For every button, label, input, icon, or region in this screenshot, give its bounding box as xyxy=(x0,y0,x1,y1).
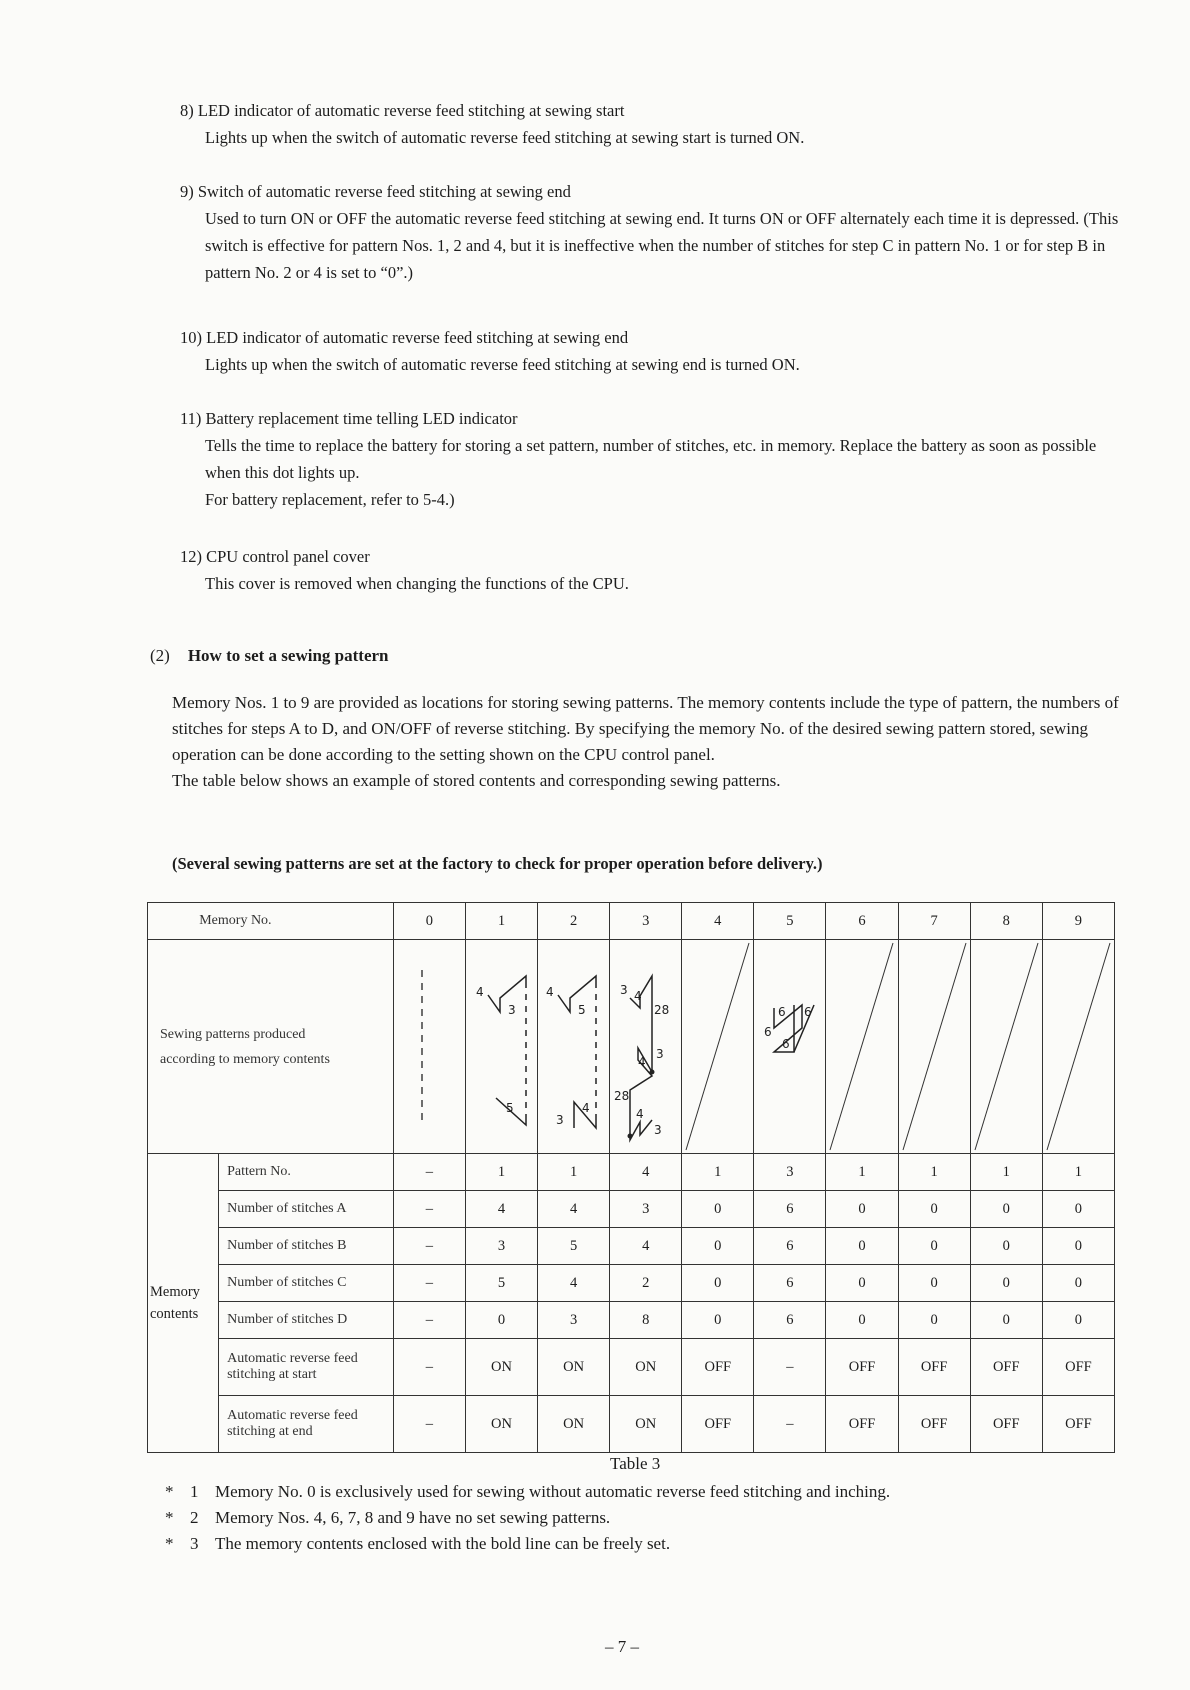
contents-cell: 1 xyxy=(465,1154,537,1191)
memory-no-4: 4 xyxy=(682,903,754,940)
pattern-6-empty-slash xyxy=(826,940,897,1153)
contents-cell: 3 xyxy=(610,1191,682,1228)
contents-cell: 0 xyxy=(682,1265,754,1302)
contents-row-label: Pattern No. xyxy=(219,1154,394,1191)
contents-cell: ON xyxy=(465,1396,537,1453)
contents-cell: 1 xyxy=(682,1154,754,1191)
memory-no-0: 0 xyxy=(393,903,465,940)
pattern-9-empty-slash xyxy=(1043,940,1114,1153)
memory-no-1: 1 xyxy=(465,903,537,940)
contents-cell: 0 xyxy=(1042,1228,1114,1265)
pattern-3-label-g: 4 xyxy=(636,1107,644,1121)
note-3-number: 3 xyxy=(190,1534,199,1553)
contents-cell: 0 xyxy=(465,1302,537,1339)
contents-cell: 6 xyxy=(754,1191,826,1228)
contents-cell: 1 xyxy=(826,1154,898,1191)
pattern-2-label-a: 4 xyxy=(546,985,554,999)
item-11-text-2: For battery replacement, refer to 5-4.) xyxy=(205,490,455,509)
contents-row xyxy=(148,1265,1115,1302)
pattern-1-label-b: 3 xyxy=(507,1003,516,1017)
contents-row xyxy=(148,1302,1115,1339)
note-2-text: Memory Nos. 4, 6, 7, 8 and 9 have no set sewing patterns. xyxy=(215,1508,611,1527)
pattern-8-empty-slash xyxy=(971,940,1042,1153)
contents-cell: OFF xyxy=(826,1396,898,1453)
pattern-2-label-c: 3 xyxy=(556,1113,564,1127)
pattern-cell-9 xyxy=(1042,940,1114,1154)
item-8 xyxy=(180,97,1120,151)
contents-cell: 5 xyxy=(465,1265,537,1302)
contents-cell: 3 xyxy=(754,1154,826,1191)
pattern-cell-2 xyxy=(538,940,610,1154)
memory-no-row xyxy=(148,903,1115,940)
pattern-5-label-a: 6 xyxy=(778,1005,786,1019)
contents-cell: 0 xyxy=(970,1302,1042,1339)
contents-cell: OFF xyxy=(898,1339,970,1396)
contents-cell: 0 xyxy=(1042,1265,1114,1302)
contents-row-label: Number of stitches C xyxy=(219,1265,394,1302)
contents-cell: 0 xyxy=(682,1302,754,1339)
contents-cell: 0 xyxy=(1042,1302,1114,1339)
contents-cell: – xyxy=(393,1302,465,1339)
note-1-star: * xyxy=(165,1482,174,1501)
patterns-label-line-2: according to memory contents xyxy=(160,1051,330,1067)
patterns-label xyxy=(148,940,394,1154)
contents-cell: OFF xyxy=(970,1396,1042,1453)
pattern-1-label-c: 5 xyxy=(505,1101,514,1115)
note-2 xyxy=(165,1508,610,1528)
contents-cell: – xyxy=(393,1154,465,1191)
contents-cell: 3 xyxy=(465,1228,537,1265)
pattern-1-label-a: 4 xyxy=(475,985,484,999)
pattern-7-empty-slash xyxy=(899,940,970,1153)
memory-no-6: 6 xyxy=(826,903,898,940)
item-12-text: This cover is removed when changing the functions of the CPU. xyxy=(205,574,629,593)
pattern-0-dashed-line xyxy=(394,940,465,1153)
contents-cell: 1 xyxy=(970,1154,1042,1191)
patterns-label-line-1: Sewing patterns produced xyxy=(160,1026,306,1042)
pattern-2-label-d: 4 xyxy=(582,1101,590,1115)
pattern-cell-5 xyxy=(754,940,826,1154)
contents-row xyxy=(148,1154,1115,1191)
item-10 xyxy=(180,324,1120,378)
contents-cell: ON xyxy=(610,1339,682,1396)
contents-cell: ON xyxy=(538,1396,610,1453)
item-12 xyxy=(180,543,1120,597)
pattern-5-label-c: 6 xyxy=(764,1025,772,1039)
note-2-star: * xyxy=(165,1508,174,1527)
contents-cell: 0 xyxy=(970,1265,1042,1302)
item-11-heading: 11) Battery replacement time telling LED indicator xyxy=(180,409,518,428)
contents-row xyxy=(148,1228,1115,1265)
note-1 xyxy=(165,1482,890,1502)
contents-cell: – xyxy=(754,1339,826,1396)
contents-cell: 8 xyxy=(610,1302,682,1339)
memory-contents-body xyxy=(148,1154,1115,1453)
pattern-4-empty-slash xyxy=(682,940,753,1153)
item-8-text: Lights up when the switch of automatic reverse feed stitching at sewing start is turned ON. xyxy=(205,128,805,147)
pattern-5-label-d: 6 xyxy=(782,1037,790,1051)
patterns-row xyxy=(148,940,1115,1154)
memory-no-2: 2 xyxy=(538,903,610,940)
table-caption: Table 3 xyxy=(610,1454,661,1473)
contents-cell: 4 xyxy=(538,1191,610,1228)
contents-cell: 0 xyxy=(898,1265,970,1302)
memory-no-8: 8 xyxy=(970,903,1042,940)
contents-cell: OFF xyxy=(970,1339,1042,1396)
contents-cell: – xyxy=(393,1228,465,1265)
intro-text xyxy=(172,690,1132,794)
pattern-1-figure xyxy=(466,940,537,1153)
contents-row xyxy=(148,1339,1115,1396)
section-heading: How to set a sewing pattern xyxy=(187,646,389,665)
contents-row-label: Automatic reverse feed stitching at start xyxy=(219,1339,394,1396)
pattern-5-figure xyxy=(754,940,825,1153)
contents-cell: 3 xyxy=(538,1302,610,1339)
contents-cell: – xyxy=(393,1339,465,1396)
memory-no-5: 5 xyxy=(754,903,826,940)
contents-cell: OFF xyxy=(682,1396,754,1453)
contents-cell: 6 xyxy=(754,1265,826,1302)
intro-paragraph-1: Memory Nos. 1 to 9 are provided as locations for storing sewing patterns. The memory contents include the type of pattern, the numbers of stitches for steps A to D, and ON/OFF of reverse stitching. By specifying the memory No. of the desired sewing pattern stored, sewing operation can be done according to the setting shown on the CPU control panel. xyxy=(172,693,1119,764)
note-1-number: 1 xyxy=(190,1482,199,1501)
contents-cell: OFF xyxy=(826,1339,898,1396)
note-2-number: 2 xyxy=(190,1508,199,1527)
pattern-3-label-e: 3 xyxy=(656,1047,664,1061)
contents-cell: 0 xyxy=(1042,1191,1114,1228)
pattern-cell-1 xyxy=(465,940,537,1154)
pattern-3-label-a: 3 xyxy=(620,983,628,997)
contents-cell: 0 xyxy=(898,1228,970,1265)
note-3-text: The memory contents enclosed with the bold line can be freely set. xyxy=(215,1534,671,1553)
contents-cell: OFF xyxy=(682,1339,754,1396)
contents-cell: – xyxy=(393,1265,465,1302)
note-3-star: * xyxy=(165,1534,174,1553)
contents-cell: 0 xyxy=(826,1265,898,1302)
item-11-text: Tells the time to replace the battery for storing a set pattern, number of stitches, etc. in memory. Replace the battery as soon as possible when this dot lights up. xyxy=(205,436,1097,482)
contents-cell: 0 xyxy=(898,1191,970,1228)
item-9 xyxy=(180,178,1120,286)
contents-cell: 1 xyxy=(538,1154,610,1191)
contents-cell: 1 xyxy=(1042,1154,1114,1191)
item-12-heading: 12) CPU control panel cover xyxy=(180,547,370,566)
contents-row-label: Number of stitches D xyxy=(219,1302,394,1339)
memory-no-7: 7 xyxy=(898,903,970,940)
item-11 xyxy=(180,405,1120,513)
contents-cell: OFF xyxy=(898,1396,970,1453)
pattern-cell-8 xyxy=(970,940,1042,1154)
contents-cell: 0 xyxy=(826,1302,898,1339)
pattern-2-stitch-path xyxy=(558,976,596,1128)
contents-cell: 6 xyxy=(754,1302,826,1339)
contents-cell: 0 xyxy=(826,1228,898,1265)
note-1-text: Memory No. 0 is exclusively used for sewing without automatic reverse feed stitching and inching. xyxy=(215,1482,891,1501)
contents-cell: 0 xyxy=(970,1191,1042,1228)
intro-paragraph-2: The table below shows an example of stored contents and corresponding sewing patterns. xyxy=(172,771,781,790)
contents-cell: – xyxy=(393,1191,465,1228)
contents-cell: OFF xyxy=(1042,1396,1114,1453)
note-3 xyxy=(165,1534,670,1554)
contents-cell: ON xyxy=(610,1396,682,1453)
page-number: – 7 – xyxy=(605,1637,639,1656)
pattern-3-label-f: 28 xyxy=(614,1089,630,1103)
contents-cell: 1 xyxy=(898,1154,970,1191)
contents-row xyxy=(148,1191,1115,1228)
contents-cell: 4 xyxy=(465,1191,537,1228)
contents-cell: 4 xyxy=(538,1265,610,1302)
contents-cell: 0 xyxy=(898,1302,970,1339)
contents-cell: – xyxy=(393,1396,465,1453)
contents-cell: OFF xyxy=(1042,1339,1114,1396)
contents-cell: 0 xyxy=(970,1228,1042,1265)
contents-row-label: Automatic reverse feed stitching at end xyxy=(219,1396,394,1453)
section-number: (2) xyxy=(150,646,170,665)
contents-row-label: Number of stitches A xyxy=(219,1191,394,1228)
contents-cell: – xyxy=(754,1396,826,1453)
pattern-cell-4 xyxy=(682,940,754,1154)
memory-contents-label: Memory contents xyxy=(148,1154,219,1453)
memory-no-label: Memory No. xyxy=(148,903,394,940)
pattern-3-label-b: 4 xyxy=(634,989,642,1003)
contents-row-label: Number of stitches B xyxy=(219,1228,394,1265)
pattern-cell-3 xyxy=(610,940,682,1154)
contents-cell: 0 xyxy=(682,1228,754,1265)
pattern-2-figure xyxy=(538,940,609,1153)
item-9-heading: 9) Switch of automatic reverse feed stitching at sewing end xyxy=(180,182,571,201)
contents-cell: 4 xyxy=(610,1228,682,1265)
contents-cell: ON xyxy=(465,1339,537,1396)
contents-cell: ON xyxy=(538,1339,610,1396)
contents-row xyxy=(148,1396,1115,1453)
pattern-2-label-b: 5 xyxy=(578,1003,586,1017)
pattern-cell-7 xyxy=(898,940,970,1154)
item-8-heading: 8) LED indicator of automatic reverse feed stitching at sewing start xyxy=(180,101,625,120)
contents-cell: 0 xyxy=(682,1191,754,1228)
contents-cell: 0 xyxy=(826,1191,898,1228)
pattern-cell-0 xyxy=(393,940,465,1154)
pattern-3-label-c: 28 xyxy=(654,1003,670,1017)
item-10-text: Lights up when the switch of automatic reverse feed stitching at sewing end is turned ON. xyxy=(205,355,800,374)
contents-cell: 4 xyxy=(610,1154,682,1191)
item-9-text: Used to turn ON or OFF the automatic reverse feed stitching at sewing end. It turns ON or OFF alternately each time it is depressed. (This switch is effective for pattern Nos. 1, 2 and 4, but it is ineffective when the number of stitches for step C in pattern No. 1 or for step B in pattern No. 2 or 4 is set to “0”.) xyxy=(205,209,1119,282)
section-title xyxy=(150,646,389,666)
contents-cell: 6 xyxy=(754,1228,826,1265)
memory-no-3: 3 xyxy=(610,903,682,940)
pattern-3-label-d: 4 xyxy=(638,1055,646,1069)
pattern-5-label-b: 6 xyxy=(804,1005,812,1019)
contents-cell: 2 xyxy=(610,1265,682,1302)
memory-table xyxy=(147,902,1115,1453)
memory-no-9: 9 xyxy=(1042,903,1114,940)
pattern-cell-6 xyxy=(826,940,898,1154)
item-10-heading: 10) LED indicator of automatic reverse feed stitching at sewing end xyxy=(180,328,629,347)
pattern-3-figure xyxy=(610,940,681,1153)
pattern-3-label-h: 3 xyxy=(654,1123,662,1137)
contents-cell: 5 xyxy=(538,1228,610,1265)
factory-note: (Several sewing patterns are set at the factory to check for proper operation before delivery.) xyxy=(172,854,823,873)
